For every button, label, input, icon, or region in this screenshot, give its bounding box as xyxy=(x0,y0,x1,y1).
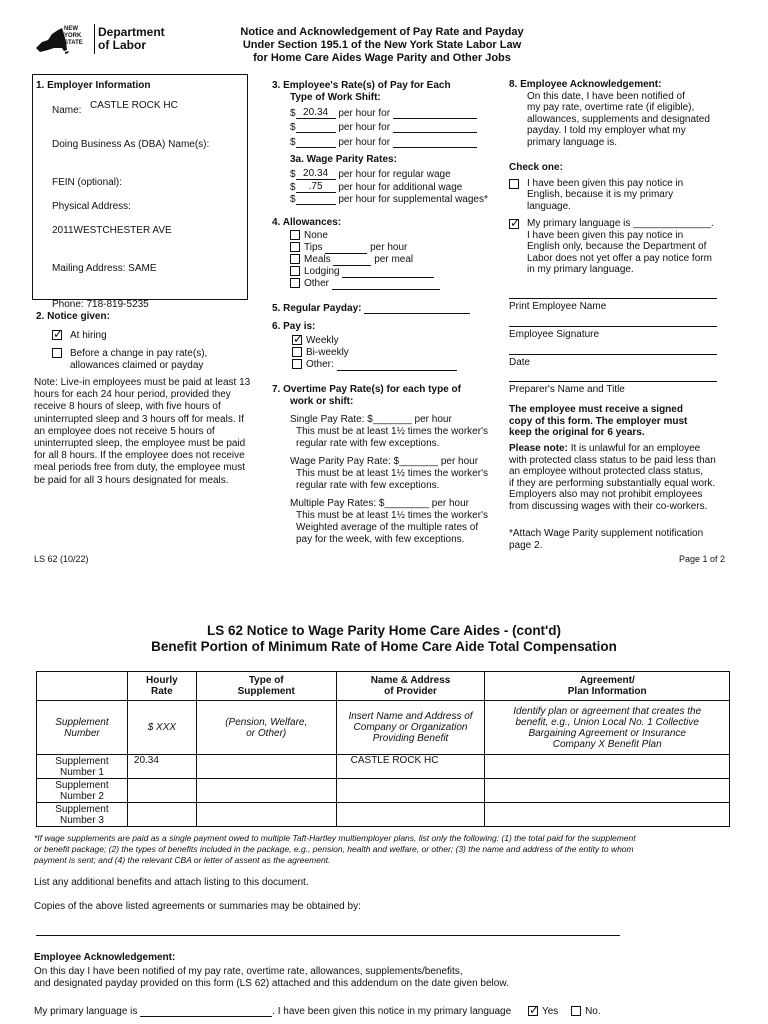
form-title-line: Under Section 195.1 of the New York State Labor Law xyxy=(242,39,522,51)
pay-weekly-option[interactable]: ✓Weekly xyxy=(292,335,457,347)
parity-row-1[interactable]: $ 20.34 per hour for regular wage xyxy=(290,168,451,180)
phone-label: Phone: 718-819-5235 xyxy=(52,299,149,310)
date-line[interactable] xyxy=(509,354,717,355)
employee-acknowledgement: 8. Employee Acknowledgement: On this date, I have been notified of my pay rate, overtime rate (if eligible), allowances, supplements and designated payday. I told my employer what my primary language is. Check one: I have been given this pay notice in English, because it is my primary language. ✓ My primary language is ______________. I have been given this pay notice in English only, because the Department of Labor does not yet offer a pay notice form in my primary language. xyxy=(509,79,734,276)
wage-parity-heading: 3a. Wage Parity Rates: xyxy=(290,154,397,165)
employer-name-value[interactable]: CASTLE ROCK HC xyxy=(90,100,178,111)
form-title-line: Notice and Acknowledgement of Pay Rate and Payday xyxy=(240,26,524,38)
regular-payday-heading: 5. Regular Payday: xyxy=(272,303,470,314)
other-allowance-field[interactable] xyxy=(332,289,440,290)
supplement-type-cell[interactable] xyxy=(196,755,336,779)
table-header-row xyxy=(37,672,730,701)
at-hiring-option[interactable] xyxy=(52,330,107,341)
pay-other-option[interactable]: Other: xyxy=(292,359,457,371)
table-cell: Insert Name and Address of Company or Organization Providing Benefit xyxy=(336,701,485,755)
print-name-label: Print Employee Name xyxy=(509,301,607,312)
before-change-label-2: allowances claimed or payday xyxy=(70,360,204,371)
before-change-label: Before a change in pay rate(s), xyxy=(70,348,208,359)
table-cell: Identify plan or agreement that creates the benefit, e.g., Union Local No. 1 Collective Bargaining Agreement or Insurance Company X Benefit Plan xyxy=(485,701,730,755)
logo-state-line: STATE xyxy=(64,40,83,46)
pay-other-field[interactable] xyxy=(337,370,457,371)
wage-parity-pay-rate[interactable]: Wage Parity Pay Rate: $_______ per hour xyxy=(290,456,479,467)
supplement-table xyxy=(36,671,730,827)
table-cell: Supplement Number 2 xyxy=(37,779,128,803)
provider-cell[interactable]: CASTLE ROCK HC xyxy=(336,755,485,779)
before-change-option[interactable] xyxy=(52,348,207,372)
primary-language-row: My primary language is . I have been given this notice in my primary language ✓ Yes No. xyxy=(34,1006,601,1017)
pay-weekly-checkbox[interactable] xyxy=(292,335,302,345)
allowance-none-checkbox[interactable] xyxy=(290,230,300,240)
agreement-cell[interactable] xyxy=(485,755,730,779)
pay-biweekly-checkbox[interactable] xyxy=(292,347,302,357)
lang-option-english[interactable]: I have been given this pay notice in English, because it is my primary language. xyxy=(509,178,734,213)
allowances-list xyxy=(290,230,440,290)
signature-label: Employee Signature xyxy=(509,329,600,340)
form-title-line: for Home Care Aides Wage Parity and Other Jobs xyxy=(253,52,511,64)
table-row xyxy=(37,779,730,803)
notice-given-heading: 2. Notice given: xyxy=(36,311,110,322)
date-label: Date xyxy=(509,357,531,368)
rate-of-pay-heading xyxy=(272,80,451,104)
list-additional-benefits: List any additional benefits and attach listing to this document. xyxy=(34,877,309,888)
before-change-checkbox[interactable] xyxy=(52,348,62,358)
pay-frequency-list xyxy=(292,335,457,371)
no-checkbox[interactable] xyxy=(571,1006,581,1016)
provider-cell[interactable] xyxy=(336,779,485,803)
allowance-lodging[interactable]: Lodging xyxy=(290,266,440,278)
parity-row-3[interactable]: $ per hour for supplemental wages* xyxy=(290,194,488,205)
parity-regular-field[interactable]: 20.34 xyxy=(296,168,336,180)
overtime-heading: 7. Overtime Pay Rate(s) for each type of work or shift: xyxy=(272,384,461,407)
agreement-cell[interactable] xyxy=(485,803,730,827)
rate-row-3[interactable]: $ per hour for xyxy=(290,137,477,148)
form-title xyxy=(190,26,574,65)
yes-checkbox[interactable] xyxy=(528,1006,538,1016)
table-cell: $ XXX xyxy=(127,701,196,755)
physical-address-label: Physical Address: xyxy=(52,201,131,212)
physical-address-value[interactable]: 2011WESTCHESTER AVE xyxy=(52,225,172,236)
lang-option-other[interactable]: ✓ My primary language is ______________. I have been given this pay notice in English only, because the Department of Labor does not yet offer a pay notice form in my primary language. xyxy=(509,218,734,276)
table-row xyxy=(37,803,730,827)
at-hiring-label: At hiring xyxy=(70,330,107,341)
preparer-line[interactable] xyxy=(509,381,717,382)
copies-obtained-by: Copies of the above listed agreements or summaries may be obtained by: xyxy=(34,901,361,912)
supplement-type-cell[interactable] xyxy=(196,803,336,827)
preparer-label: Preparer's Name and Title xyxy=(509,384,625,395)
allowances-heading: 4. Allowances: xyxy=(272,217,342,228)
please-note: Please note: It is unlawful for an employee with protected class status to be paid less than an employee without protected class status, if they are performing substantially equal work. Employers also may not prohibit employees from discussing wages with their co-workers. xyxy=(509,443,716,512)
pay-other-checkbox[interactable] xyxy=(292,359,302,369)
supplement-type-cell[interactable] xyxy=(196,779,336,803)
copies-obtained-field[interactable] xyxy=(36,935,620,936)
logo-state-line: NEW xyxy=(64,26,78,32)
primary-language-field[interactable] xyxy=(140,1016,272,1017)
logo-dept-line: Department xyxy=(98,25,165,39)
dba-label: Doing Business As (DBA) Name(s): xyxy=(52,139,210,150)
table-cell: Supplement Number xyxy=(37,701,128,755)
table-cell: Supplement Number 1 xyxy=(37,755,128,779)
agreement-cell[interactable] xyxy=(485,779,730,803)
yes-option[interactable]: ✓ Yes xyxy=(528,1006,558,1017)
rate-1-shift-field[interactable] xyxy=(393,118,477,119)
overtime-rates: Single Pay Rate: $_______ per hour This must be at least 1½ times the worker's regular rate with few exceptions. Wage Parity Pay Rate: $_______ per hour This must be at least 1½ times the worker's regular rate with few exceptions. Multiple Pay Rates: $________ per hour This must be at least 1½ times the worker's Weighted average of the multiple rates of pay for the week, with few exceptions. xyxy=(290,414,488,545)
rate-of-pay-heading-line: Type of Work Shift: xyxy=(290,92,381,103)
at-hiring-checkbox[interactable] xyxy=(52,330,62,340)
no-option[interactable]: No. xyxy=(571,1006,601,1017)
rate-of-pay-heading-line: 3. Employee's Rate(s) of Pay for Each xyxy=(272,80,451,91)
rate-1-field[interactable]: 20.34 xyxy=(296,107,336,119)
allowance-other-checkbox[interactable] xyxy=(290,278,300,288)
check-one-label: Check one: xyxy=(509,162,563,173)
print-name-line[interactable] xyxy=(509,298,717,299)
pay-is-heading: 6. Pay is: xyxy=(272,321,316,332)
rate-row-2[interactable]: $ per hour for xyxy=(290,122,477,133)
form-id: LS 62 (10/22) xyxy=(34,554,89,564)
english-primary-checkbox[interactable] xyxy=(509,179,519,189)
allowance-other[interactable]: Other xyxy=(290,278,440,290)
table-cell: (Pension, Welfare, or Other) xyxy=(196,701,336,755)
parity-additional-field[interactable]: .75 xyxy=(296,181,336,193)
allowance-tips[interactable]: Tips per hour xyxy=(290,242,440,254)
nys-dol-logo xyxy=(34,24,174,58)
page2-ack-text: On this day I have been notified of my pay rate, overtime rate, allowances, supplements/benefits, and designated payday provided on this form (LS 62) attached and this addendum on the date given below. xyxy=(34,966,509,989)
hourly-rate-cell[interactable] xyxy=(127,779,196,803)
hourly-rate-cell[interactable]: 20.34 xyxy=(127,755,196,779)
allowance-meals-checkbox[interactable] xyxy=(290,254,300,264)
regular-payday-field[interactable] xyxy=(364,313,470,314)
single-pay-rate[interactable]: Single Pay Rate: $_______ per hour xyxy=(290,414,452,425)
other-language-checkbox[interactable] xyxy=(509,219,519,229)
rate-3-field[interactable] xyxy=(296,147,336,148)
allowance-none[interactable]: None xyxy=(290,230,440,242)
parity-row-2[interactable]: $ .75 per hour for additional wage xyxy=(290,181,463,193)
page2-title: LS 62 Notice to Wage Parity Home Care Aides - (cont'd) Benefit Portion of Minimum Rate of Home Care Aide Total Compensation xyxy=(151,623,617,654)
logo-state-line: YORK xyxy=(64,33,82,39)
allowance-meals[interactable]: Meals per meal xyxy=(290,254,440,266)
attach-note: *Attach Wage Parity supplement notification page 2. xyxy=(509,528,704,551)
rate-3-shift-field[interactable] xyxy=(393,147,477,148)
table-footnote: *If wage supplements are paid as a single payment owed to multiple Taft-Hartley multiemployer plans, list only the following: (1) the total paid for the supplement or benefit package; (2) the types of benefits included in the package, e.g., pension, health and welfare, or other; (3) the name and address of the entity to whom payment is sent; and (4) the relevant CBA or letter of assent as the agreement. xyxy=(34,833,636,865)
employer-name-label: Name: xyxy=(52,105,82,116)
page-number: Page 1 of 2 xyxy=(679,554,726,564)
column-header: Hourly Rate xyxy=(127,672,196,701)
page2-ack-heading: Employee Acknowledgement: xyxy=(34,952,176,963)
hourly-rate-cell[interactable] xyxy=(127,803,196,827)
allowance-lodging-checkbox[interactable] xyxy=(290,266,300,276)
employer-info-heading: 1. Employer Information xyxy=(36,80,151,91)
employee-ack-heading: 8. Employee Acknowledgement: xyxy=(509,79,662,90)
fein-label: FEIN (optional): xyxy=(52,177,123,188)
column-header: Name & Address of Provider xyxy=(336,672,485,701)
table-cell: Supplement Number 3 xyxy=(37,803,128,827)
allowance-tips-checkbox[interactable] xyxy=(290,242,300,252)
column-header: Type of Supplement xyxy=(196,672,336,701)
rate-row-1[interactable]: $ 20.34 per hour for xyxy=(290,107,477,119)
rate-2-field[interactable] xyxy=(296,132,336,133)
mailing-address-label: Mailing Address: SAME xyxy=(52,263,157,274)
rate-2-shift-field[interactable] xyxy=(393,132,477,133)
parity-supplemental-field[interactable] xyxy=(296,204,336,205)
table-row xyxy=(37,755,730,779)
signature-line[interactable] xyxy=(509,326,717,327)
pay-biweekly-option[interactable]: Bi-weekly xyxy=(292,347,457,359)
provider-cell[interactable] xyxy=(336,803,485,827)
multiple-pay-rates[interactable]: Multiple Pay Rates: $________ per hour xyxy=(290,498,470,509)
example-row xyxy=(37,701,730,755)
live-in-note: Note: Live-in employees must be paid at least 13 hours for each 24 hour period, provided they receive 8 hours of sleep, with five hours of uninterrupted sleep and 3 hours off for meals. If an employee does not receive 5 hours of uninterrupted sleep, the employee must be paid for all 8 hours. If the employee does not receive meal periods free from duty, the employee must be paid for all 3 hours designated for meals. xyxy=(34,377,251,486)
logo-dept-line: of Labor xyxy=(98,38,146,52)
column-header xyxy=(37,672,128,701)
must-receive-notice: The employee must receive a signed copy of this form. The employer must keep the original for 6 years. xyxy=(509,404,688,438)
column-header: Agreement/ Plan Information xyxy=(485,672,730,701)
